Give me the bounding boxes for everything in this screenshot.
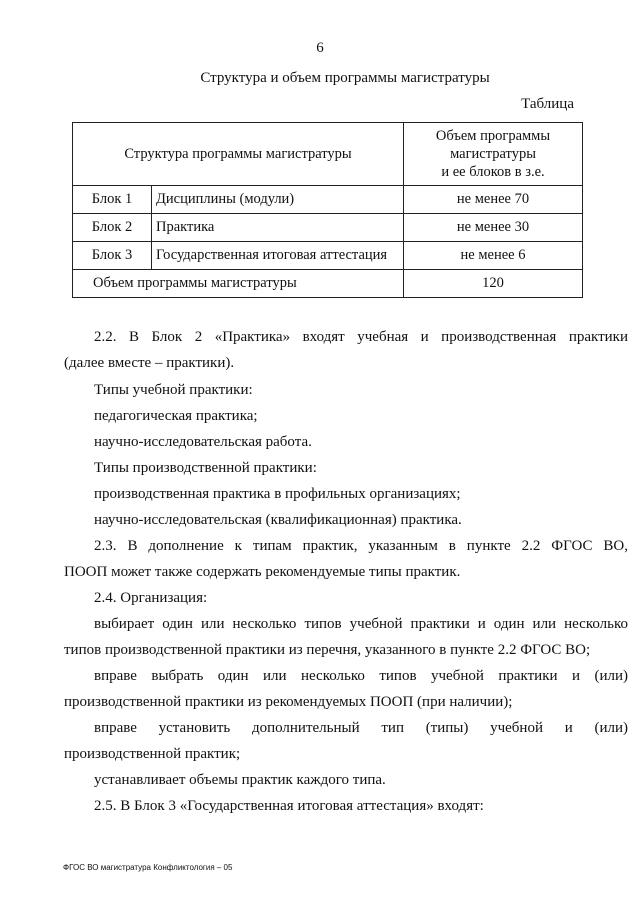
paragraph-line: 2.2. В Блок 2 «Практика» входят учебная и производственная практики — [94, 329, 628, 345]
paragraph-line: производственной практики из рекомендуемых ПООП (при наличии); — [64, 694, 513, 710]
table-row — [73, 214, 583, 242]
paragraph-line: 2.3. В дополнение к типам практик, указанным в пункте 2.2 ФГОС ВО, — [94, 538, 628, 554]
paragraph-line: научно-исследовательская работа. — [94, 434, 312, 450]
table-row — [73, 242, 583, 270]
total-value: 120 — [404, 270, 583, 298]
paragraph-line: ПООП может также содержать рекомендуемые типы практик. — [64, 564, 461, 580]
header-volume — [404, 123, 583, 186]
table-caption: Таблица — [521, 96, 574, 112]
paragraph-line: вправе выбрать один или несколько типов учебной практики и (или) — [94, 668, 628, 684]
table-header-row — [73, 123, 583, 186]
block-volume: не менее 6 — [404, 242, 583, 270]
paragraph-line: производственной практик; — [64, 746, 241, 762]
paragraph-line: устанавливает объемы практик каждого типа. — [94, 772, 386, 788]
paragraph-line: педагогическая практика; — [94, 408, 258, 424]
header-structure: Структура программы магистратуры — [73, 123, 404, 186]
block-volume: не менее 70 — [404, 186, 583, 214]
paragraph-line: Типы производственной практики: — [94, 460, 317, 476]
table-row — [73, 186, 583, 214]
block-label: Блок 1 — [73, 186, 152, 214]
block-label: Блок 2 — [73, 214, 152, 242]
block-name: Дисциплины (модули) — [152, 186, 404, 214]
header-volume-line: Объем программы — [435, 128, 551, 144]
document-title: Структура и объем программы магистратуры — [200, 70, 490, 86]
paragraph-line: выбирает один или несколько типов учебной практики и один или несколько — [94, 616, 628, 632]
program-structure-table — [72, 122, 583, 298]
header-volume-line: магистратуры — [450, 146, 536, 162]
block-name: Государственная итоговая аттестация — [152, 242, 404, 270]
paragraph-line: вправе установить дополнительный тип (типы) учебной и (или) — [94, 720, 628, 736]
header-volume-line: и ее блоков в з.е. — [441, 164, 545, 180]
block-name: Практика — [152, 214, 404, 242]
total-label: Объем программы магистратуры — [73, 270, 404, 298]
paragraph-line: производственная практика в профильных организациях; — [94, 486, 461, 502]
paragraph-line: 2.4. Организация: — [94, 590, 208, 606]
page-footer: ФГОС ВО магистратура Конфликтология – 05 — [63, 863, 233, 872]
block-volume: не менее 30 — [404, 214, 583, 242]
paragraph-line: типов производственной практики из перечня, указанного в пункте 2.2 ФГОС ВО; — [64, 642, 591, 658]
paragraph-line: (далее вместе – практики). — [64, 355, 235, 371]
paragraph-line: 2.5. В Блок 3 «Государственная итоговая аттестация» входят: — [94, 798, 484, 814]
block-label: Блок 3 — [73, 242, 152, 270]
paragraph-line: научно-исследовательская (квалификационная) практика. — [94, 512, 462, 528]
page-number: 6 — [316, 40, 324, 56]
table-total-row — [73, 270, 583, 298]
paragraph-line: Типы учебной практики: — [94, 382, 253, 398]
